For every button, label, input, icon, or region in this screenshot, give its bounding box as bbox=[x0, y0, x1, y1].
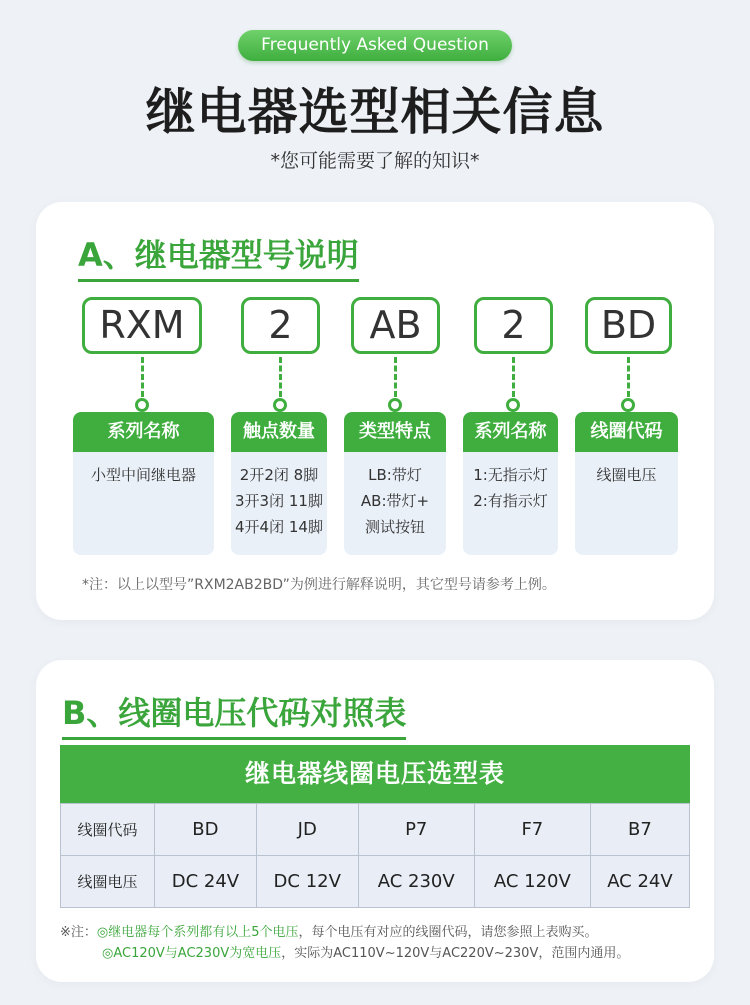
row-header: 线圈代码 bbox=[61, 804, 155, 856]
table-cell: AC 230V bbox=[358, 856, 474, 908]
code-box-contacts: 2 bbox=[241, 297, 320, 354]
column-line: AB:带灯+ bbox=[360, 492, 430, 510]
column-line: 2开2闭 8脚 bbox=[239, 466, 319, 484]
column-coil bbox=[575, 412, 678, 555]
column-line: 线圈电压 bbox=[596, 466, 657, 484]
table-title: 继电器线圈电压选型表 bbox=[60, 745, 690, 803]
voltage-note bbox=[60, 922, 629, 964]
page-title: 继电器选型相关信息 bbox=[145, 83, 605, 141]
note-text: ，每个电压有对应的线圈代码，请您参照上表购买。 bbox=[298, 925, 598, 940]
column-indicator bbox=[463, 412, 558, 555]
connector-line bbox=[627, 357, 630, 397]
column-line: 3开3闭 11脚 bbox=[235, 492, 323, 510]
column-line: 测试按钮 bbox=[364, 518, 425, 536]
code-box-type: AB bbox=[351, 297, 440, 354]
column-header: 类型特点 bbox=[344, 412, 446, 452]
table-cell: AC 24V bbox=[590, 856, 689, 908]
note-text: ，实际为AC110V~120V与AC220V~230V，范围内通用。 bbox=[281, 946, 630, 961]
column-line: LB:带灯 bbox=[368, 466, 422, 484]
section-a-title: A、继电器型号说明 bbox=[78, 230, 359, 278]
table-cell: DC 24V bbox=[155, 856, 257, 908]
table-cell: AC 120V bbox=[474, 856, 590, 908]
table-cell: JD bbox=[256, 804, 358, 856]
code-box-indicator: 2 bbox=[474, 297, 553, 354]
table-cell: B7 bbox=[590, 804, 689, 856]
code-box-series: RXM bbox=[82, 297, 202, 354]
table-cell: F7 bbox=[474, 804, 590, 856]
column-header: 系列名称 bbox=[463, 412, 558, 452]
table-cell: DC 12V bbox=[256, 856, 358, 908]
table-row bbox=[61, 804, 690, 856]
note-highlight: ◎继电器每个系列都有以上5个电压 bbox=[96, 925, 299, 940]
connector-line bbox=[141, 357, 144, 397]
connector-dot bbox=[273, 398, 287, 412]
table-cell: BD bbox=[155, 804, 257, 856]
table-cell: P7 bbox=[358, 804, 474, 856]
connector-line bbox=[279, 357, 282, 397]
connector-line bbox=[394, 357, 397, 397]
note-prefix: ※注： bbox=[60, 925, 97, 940]
section-b-title: B、线圈电压代码对照表 bbox=[62, 688, 406, 736]
code-box-coil: BD bbox=[585, 297, 672, 354]
connector-line bbox=[512, 357, 515, 397]
faq-pill: Frequently Asked Question bbox=[238, 30, 512, 61]
column-header: 线圈代码 bbox=[575, 412, 678, 452]
column-line: 4开4闭 14脚 bbox=[235, 518, 323, 536]
column-type bbox=[344, 412, 446, 555]
note-highlight: ◎AC120V与AC230V为宽电压 bbox=[102, 946, 282, 961]
column-line: 2:有指示灯 bbox=[473, 492, 548, 510]
table-row bbox=[61, 856, 690, 908]
column-header: 系列名称 bbox=[73, 412, 214, 452]
column-contacts bbox=[231, 412, 327, 555]
model-note: *注：以上以型号”RXM2AB2BD”为例进行解释说明，其它型号请参考上例。 bbox=[82, 577, 556, 593]
page-subtitle: *您可能需要了解的知识* bbox=[270, 150, 480, 172]
row-header: 线圈电压 bbox=[61, 856, 155, 908]
connector-dot bbox=[388, 398, 402, 412]
column-line: 1:无指示灯 bbox=[473, 466, 548, 484]
column-series bbox=[73, 412, 214, 555]
connector-dot bbox=[506, 398, 520, 412]
connector-dot bbox=[621, 398, 635, 412]
connector-dot bbox=[135, 398, 149, 412]
voltage-table bbox=[60, 803, 690, 908]
column-header: 触点数量 bbox=[231, 412, 327, 452]
column-line: 小型中间继电器 bbox=[90, 466, 196, 484]
